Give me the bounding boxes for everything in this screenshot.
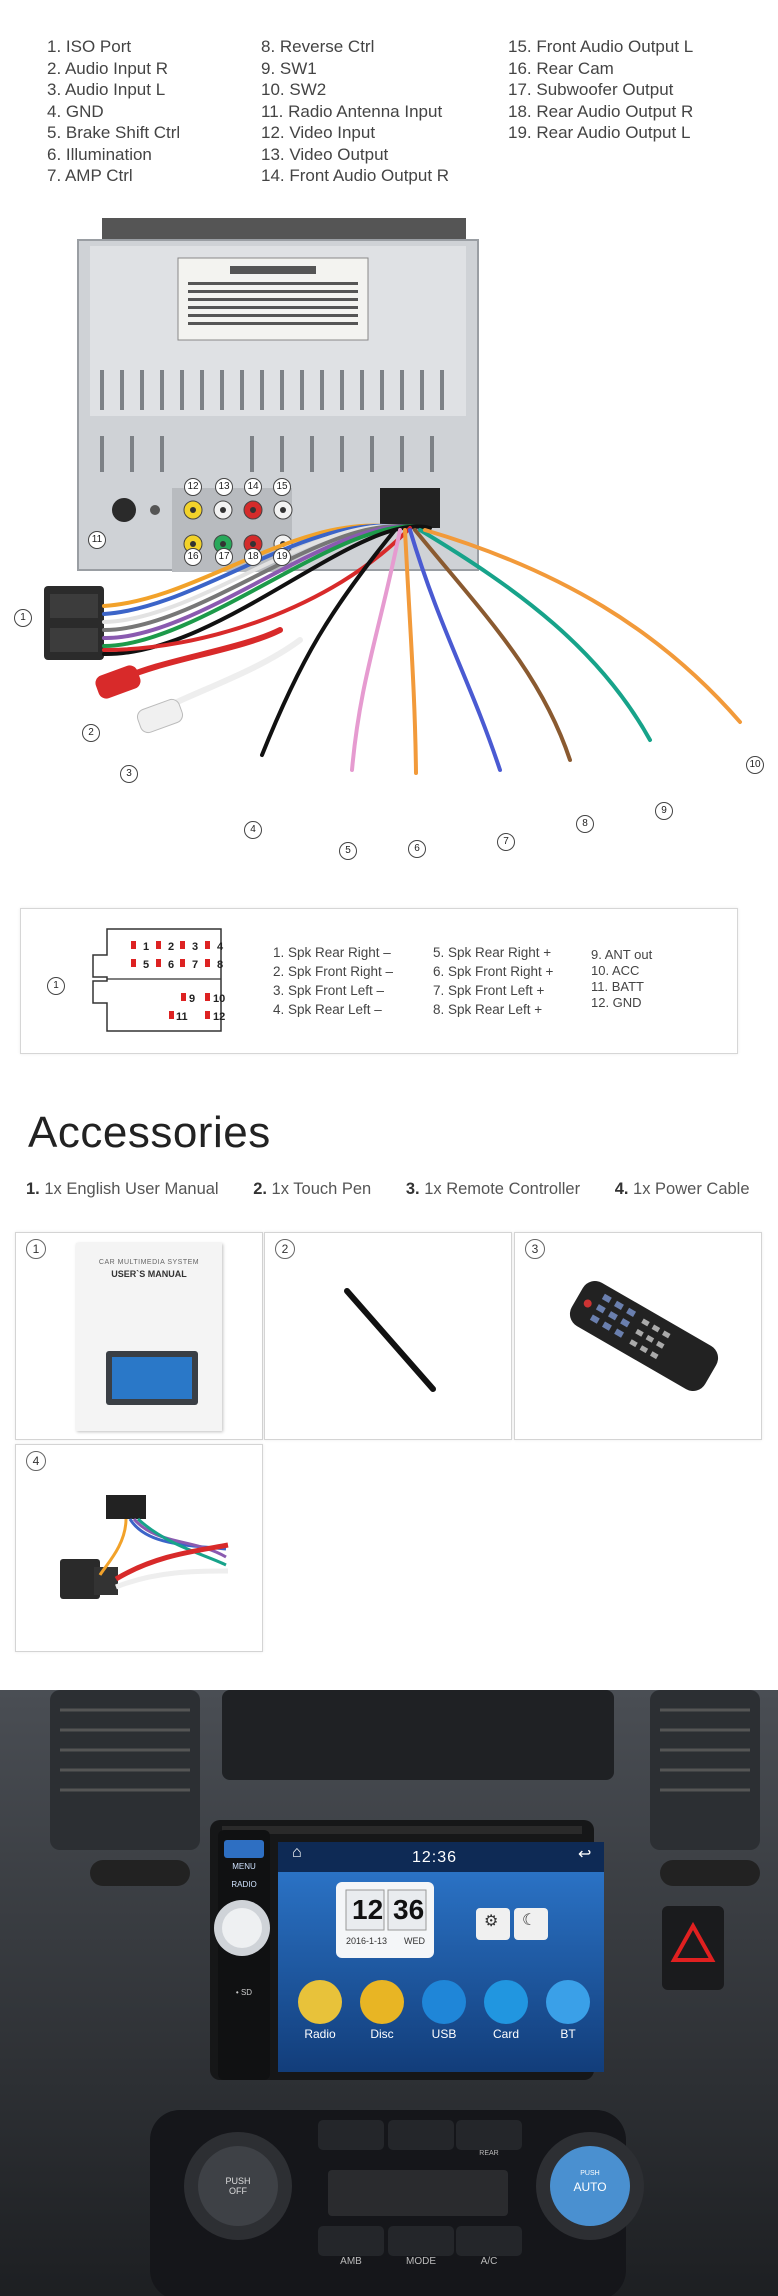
app-radio-label[interactable]: Radio (304, 2027, 336, 2041)
port-item: 9. SW1 (261, 58, 317, 78)
status-time: 12:36 (412, 1849, 458, 1866)
port-item: 5. Brake Shift Ctrl (47, 123, 181, 142)
callout-marker: 13 (215, 478, 233, 496)
clock-hour: 12 (352, 1894, 384, 1925)
app-usb-label[interactable]: USB (431, 2027, 457, 2041)
accessory-item: 2. 1x Touch Pen (253, 1180, 372, 1198)
manual-title: USER`S MANUAL (111, 1269, 187, 1279)
accessory-cell-manual (15, 1232, 263, 1440)
callout-marker: 9 (655, 802, 673, 820)
pin-number: 7 (192, 959, 199, 971)
pin-desc: 1. Spk Rear Right – (273, 945, 391, 960)
clock-weekday: WED (404, 1936, 425, 1946)
app-bt-label[interactable]: BT (560, 2027, 576, 2041)
pinout-marker: 1 (47, 977, 65, 995)
port-list-col1 (47, 36, 180, 187)
pin-desc: 5. Spk Rear Right + (433, 945, 552, 960)
hvac-auto-label[interactable]: AUTO (573, 2180, 607, 2194)
pin-desc: 12. GND (591, 995, 642, 1010)
pin-desc: 9. ANT out (591, 947, 653, 962)
touch-pen-image (335, 1283, 445, 1393)
pin-number: 11 (176, 1011, 188, 1023)
pin-desc: 4. Spk Rear Left – (273, 1002, 382, 1017)
port-item: 14. Front Audio Output R (261, 166, 450, 185)
port-item: 8. Reverse Ctrl (261, 37, 375, 56)
mode-button[interactable]: MODE (406, 2256, 436, 2267)
radio-button[interactable]: RADIO (231, 1880, 257, 1889)
hvac-right-push-label[interactable]: PUSH (580, 2170, 600, 2177)
callout-marker: 7 (497, 833, 515, 851)
pin-number: 3 (192, 941, 199, 953)
callout-marker: 18 (244, 548, 262, 566)
pin-number: 12 (213, 1011, 226, 1023)
accessory-item: 1. 1x English User Manual (26, 1180, 219, 1198)
callout-marker: 15 (273, 478, 291, 496)
pin-number: 2 (168, 941, 175, 953)
pin-number: 1 (143, 941, 150, 953)
port-item: 18. Rear Audio Output R (508, 101, 694, 121)
pin-desc: 8. Spk Rear Left + (433, 1002, 543, 1017)
app-disc-label[interactable]: Disc (370, 2027, 394, 2041)
pin-number: 10 (213, 993, 226, 1005)
pin-desc: 2. Spk Front Right – (273, 964, 394, 979)
port-item: 10. SW2 (261, 80, 327, 99)
hvac-left-knob-label[interactable]: PUSH OFF (225, 2176, 251, 2196)
back-panel-illustration (0, 210, 778, 870)
car-dashboard-photo (0, 1690, 778, 2296)
callout-marker: 8 (576, 815, 594, 833)
port-item: 3. Audio Input L (47, 80, 166, 99)
pin-number: 4 (217, 941, 224, 953)
port-item: 2. Audio Input R (47, 58, 168, 78)
port-item: 11. Radio Antenna Input (261, 101, 443, 121)
port-item: 15. Front Audio Output L (508, 37, 694, 56)
accessory-cell-remote (514, 1232, 762, 1440)
port-item: 6. Illumination (47, 144, 152, 164)
manual-device-image (106, 1351, 198, 1405)
pin-desc: 7. Spk Front Left + (433, 983, 545, 998)
cell-number: 3 (525, 1239, 545, 1259)
accessory-cell-touch-pen (264, 1232, 512, 1440)
manual-image (76, 1243, 222, 1431)
port-item: 13. Video Output (261, 144, 389, 164)
pin-number: 6 (168, 959, 175, 971)
cell-number: 2 (275, 1239, 295, 1259)
callout-marker: 14 (244, 478, 262, 496)
accessory-cell-power-cable (15, 1444, 263, 1652)
callout-marker: 5 (339, 842, 357, 860)
accessory-item: 3. 1x Remote Controller (405, 1180, 581, 1198)
accessories-title: Accessories (28, 1108, 271, 1157)
pinout-col3 (591, 947, 652, 1011)
port-item: 4. GND (47, 101, 104, 121)
port-item: 16. Rear Cam (508, 58, 614, 78)
amb-button[interactable]: AMB (340, 2256, 362, 2267)
callout-marker: 16 (184, 548, 202, 566)
clock-minute: 36 (393, 1894, 425, 1925)
ac-button[interactable]: A/C (480, 2256, 498, 2267)
pin-number: 5 (143, 959, 150, 971)
accessory-item: 4. 1x Power Cable (614, 1180, 750, 1198)
pin-desc: 10. ACC (591, 963, 640, 978)
port-list-col2 (261, 36, 449, 187)
remote-controller-image (559, 1271, 729, 1401)
clock-date: 2016-1-13 (346, 1936, 388, 1946)
cell-number: 4 (26, 1451, 46, 1471)
pin-number: 9 (189, 993, 196, 1005)
callout-marker: 12 (184, 478, 202, 496)
sd-slot-label: • SD (235, 1988, 253, 1997)
callout-marker: 2 (82, 724, 100, 742)
pin-desc: 11. BATT (591, 979, 644, 994)
cell-number: 1 (26, 1239, 46, 1259)
callout-marker: 19 (273, 548, 291, 566)
accessories-list (26, 1180, 778, 1199)
back-icon[interactable]: ↩ (578, 1846, 592, 1863)
app-card-label[interactable]: Card (492, 2027, 519, 2041)
manual-subtitle: CAR MULTIMEDIA SYSTEM (98, 1259, 200, 1266)
callout-marker: 4 (244, 821, 262, 839)
menu-button[interactable]: MENU (232, 1862, 256, 1871)
moon-icon[interactable]: ☾ (522, 1912, 537, 1929)
pinout-col1 (273, 943, 393, 1019)
port-item: 19. Rear Audio Output L (508, 123, 691, 142)
callout-marker: 10 (746, 756, 764, 774)
callout-marker: 17 (215, 548, 233, 566)
gear-icon[interactable]: ⚙ (484, 1913, 499, 1930)
pin-desc: 6. Spk Front Right + (433, 964, 554, 979)
pin-number: 8 (217, 959, 224, 971)
rear-defrost-button[interactable]: REAR (479, 2150, 499, 2157)
port-list-col3 (508, 36, 693, 144)
pinout-col2 (433, 943, 553, 1019)
port-item: 1. ISO Port (47, 37, 132, 56)
port-item: 17. Subwoofer Output (508, 80, 674, 99)
port-item: 12. Video Input (261, 123, 376, 142)
callout-marker: 3 (120, 765, 138, 783)
pin-desc: 3. Spk Front Left – (273, 983, 385, 998)
iso-pinout-box (20, 908, 738, 1054)
callout-marker: 6 (408, 840, 426, 858)
home-icon[interactable]: ⌂ (292, 1844, 302, 1861)
power-cable-image (46, 1475, 246, 1625)
callout-marker: 1 (14, 609, 32, 627)
port-item: 7. AMP Ctrl (47, 166, 133, 185)
callout-marker: 11 (88, 531, 106, 549)
